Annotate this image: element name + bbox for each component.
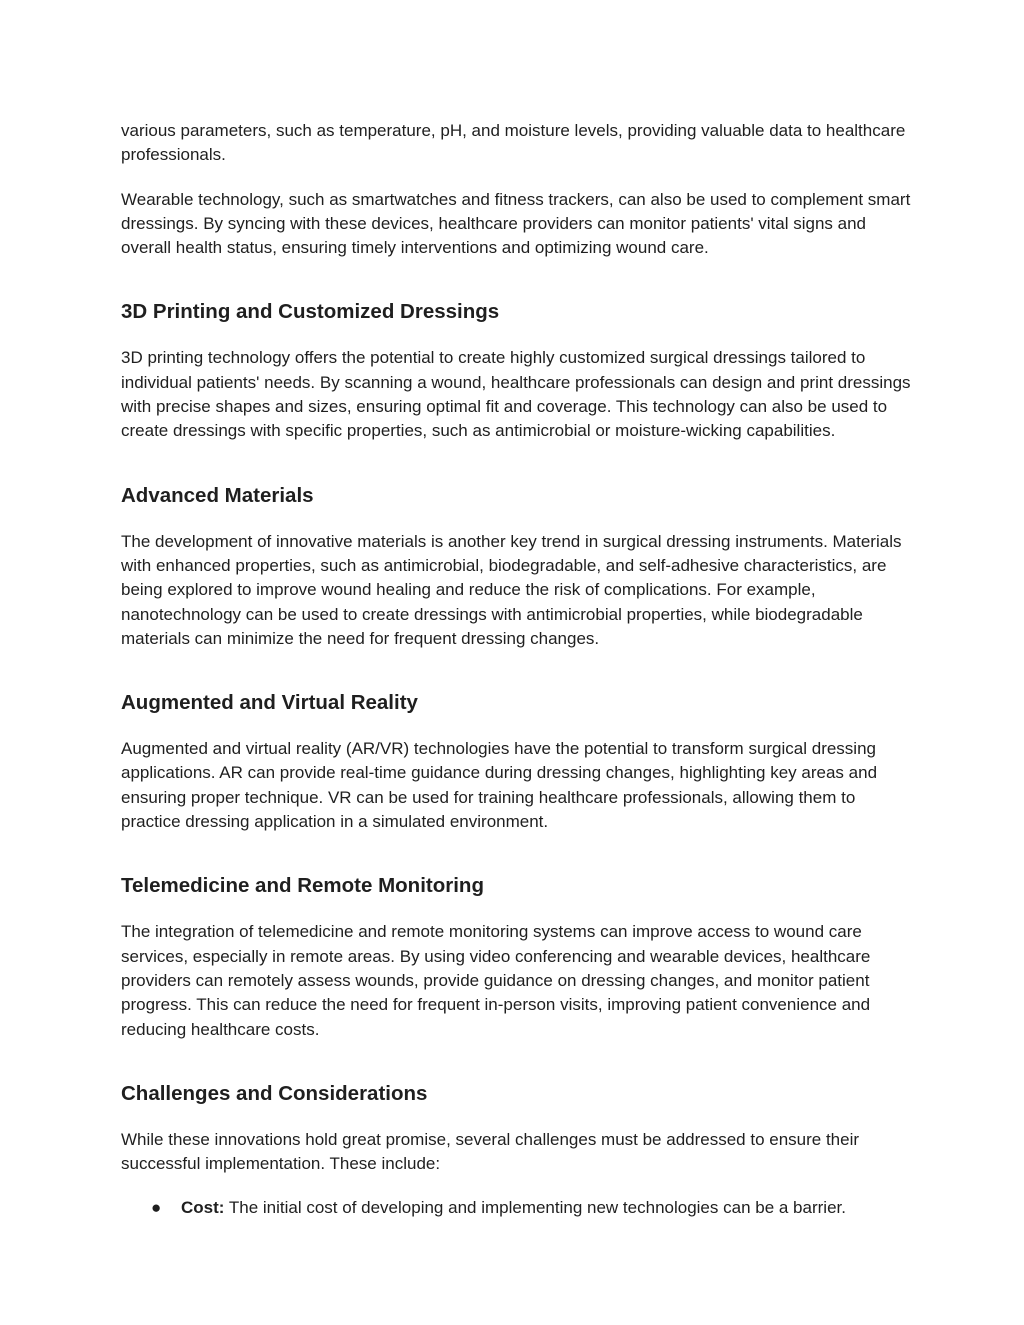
paragraph-challenges: While these innovations hold great promise, several challenges must be addressed to ensure their successful implementation. These include: [121, 1129, 860, 1174]
bullet-icon: ● [151, 1198, 162, 1218]
heading-3d-printing: 3D Printing and Customized Dressings [121, 300, 500, 324]
bullet-term-cost: Cost: [181, 1198, 225, 1218]
heading-ar-vr: Augmented and Virtual Reality [121, 691, 418, 715]
heading-challenges: Challenges and Considerations [121, 1081, 428, 1105]
paragraph-telemedicine: The integration of telemedicine and remote monitoring systems can improve access to wound care services, especially in remote areas. By using video conferencing and wearable devices, healthcare providers can remotely assess wounds, provide guidance on dressing changes, and monitor patient progress. This can reduce the need for frequent in-person visits, improving patient convenience and reducing healthcare costs. [121, 922, 871, 1039]
heading-advanced-materials: Advanced Materials [121, 483, 314, 507]
paragraph-ar-vr: Augmented and virtual reality (AR/VR) technologies have the potential to transform surgical dressing applications. AR can provide real-time guidance during dressing changes, highlighting key areas and ensuring proper technique. VR can be used for training healthcare professionals, allowing them to practice dressing application in a simulated environment. [121, 739, 878, 832]
paragraph-intro-continued: various parameters, such as temperature, pH, and moisture levels, providing valuable data to healthcare professionals. [121, 121, 906, 165]
heading-telemedicine: Telemedicine and Remote Monitoring [121, 874, 484, 898]
document-page [121, 119, 911, 1221]
bullet-text-cost: The initial cost of developing and implementing new technologies can be a barrier. [224, 1198, 846, 1218]
challenges-bullet-list [121, 1196, 911, 1220]
paragraph-3d-printing: 3D printing technology offers the potential to create highly customized surgical dressings tailored to individual patients' needs. By scanning a wound, healthcare professionals can design and print dressings with precise shapes and sizes, ensuring optimal fit and coverage. This technology can also be used to create dressings with specific properties, such as antimicrobial or moisture-wicking capabilities. [121, 348, 911, 441]
paragraph-wearable-technology: Wearable technology, such as smartwatches and fitness trackers, can also be used to complement smart dressings. By syncing with these devices, healthcare providers can monitor patients' vital signs and overall health status, ensuring timely interventions and optimizing wound care. [121, 189, 911, 258]
list-item [121, 1196, 911, 1220]
paragraph-advanced-materials: The development of innovative materials is another key trend in surgical dressing instruments. Materials with enhanced properties, such as antimicrobial, biodegradable, and self-adhesive characteristics, are being explored to improve wound healing and reduce the risk of complications. For example, nanotechnology can be used to create dressings with antimicrobial properties, while biodegradable materials can minimize the need for frequent dressing changes. [121, 531, 902, 648]
